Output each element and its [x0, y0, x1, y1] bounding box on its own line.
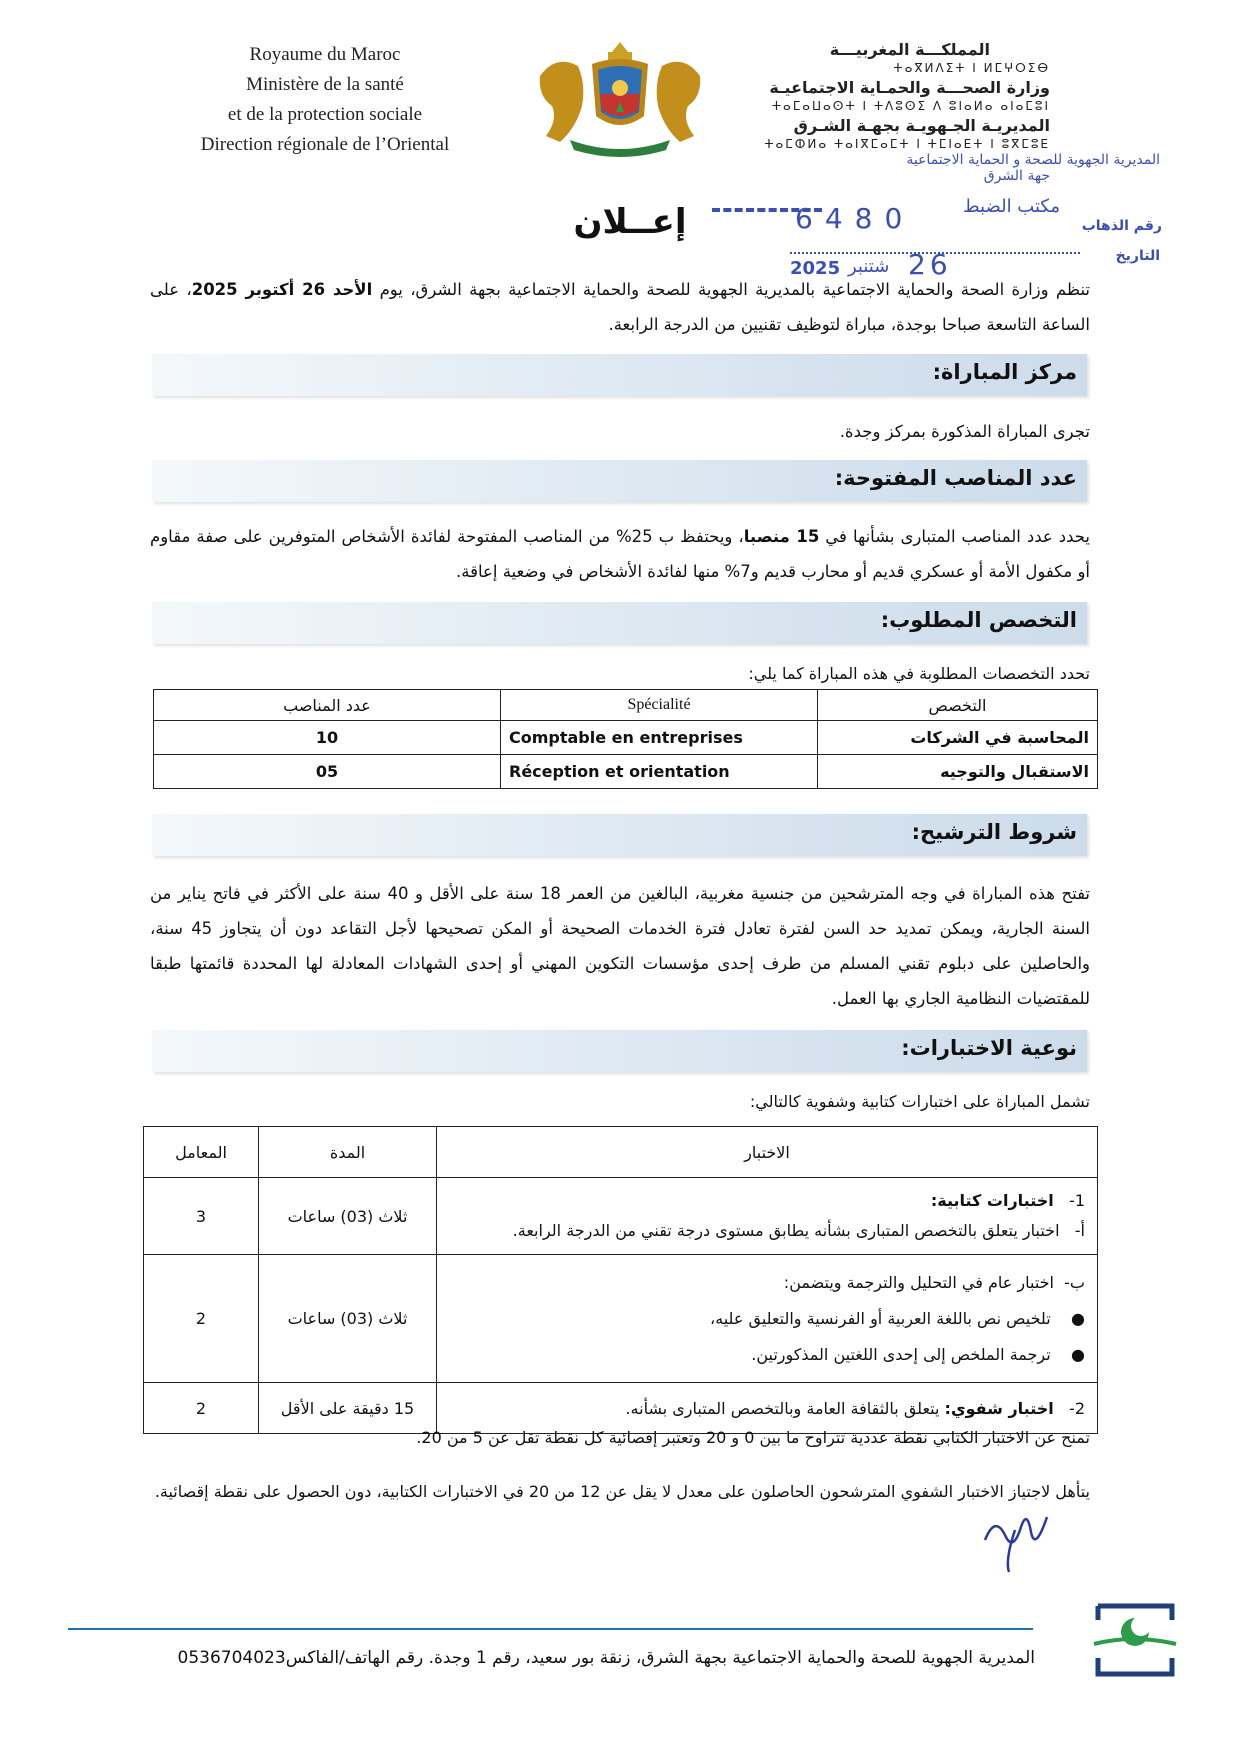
section-band-center	[152, 354, 1087, 396]
row-specialite: Comptable en entreprises	[501, 721, 818, 755]
table-header-row	[154, 690, 1098, 721]
footer-divider	[68, 1628, 1033, 1630]
intro-part-2: ، على الساعة التاسعة صباحا بوجدة، مباراة لتوظيف تقنيين من الدرجة الرابعة.	[150, 280, 1090, 334]
tests-intro: تشمل المباراة على اختبارات كتابية وشفوية كالتالي:	[749, 1092, 1090, 1111]
section-band-posts	[152, 460, 1087, 502]
table-row	[154, 755, 1098, 789]
bullet-icon: ●	[1071, 1308, 1085, 1328]
center-text: تجرى المباراة المذكورة بمركز وجدة.	[839, 422, 1090, 441]
row-duration: 15 دقيقة على الأقل	[259, 1383, 437, 1434]
header-tif-line-3: ⵜⴰⵎⵀⵍⴰ ⵜⴰⵏⴳⵎⴰⵎⵜ ⵏ ⵜⵎⵏⴰⴹⵜ ⵏ ⵓⴳⵎⵓⴹ	[764, 137, 1050, 151]
section-heading-posts: عدد المناصب المفتوحة:	[834, 466, 1077, 490]
header-french	[150, 40, 500, 160]
column-header-specialite: Spécialité	[501, 690, 818, 721]
a-number: أ-	[1074, 1221, 1085, 1240]
stamp-line-2: جهة الشرق	[983, 168, 1050, 184]
row-duration: ثلاث (03) ساعات	[259, 1178, 437, 1255]
row-coef: 2	[144, 1255, 259, 1383]
tests-table	[143, 1126, 1098, 1434]
b-number: ب-	[1064, 1272, 1085, 1292]
header-fr-line-3: et de la protection sociale	[227, 104, 423, 125]
ministry-logo-icon	[1090, 1600, 1180, 1680]
header-tif-line-1: ⵜⴰⴳⵍⴷⵉⵜ ⵏ ⵍⵎⵖⵔⵉⴱ	[893, 61, 1050, 75]
signature-icon	[975, 1500, 1055, 1575]
column-header-coef: المعامل	[144, 1127, 259, 1178]
intro-part-1: تنظم وزارة الصحة والحماية الاجتماعية بالمديرية الجهوية للصحة والحماية الاجتماعية بجهة الشرق، يوم	[372, 280, 1091, 299]
page-title: إعــلان	[573, 202, 687, 242]
oral-title: اختبار شفوي:	[944, 1398, 1054, 1418]
oral-eligibility-text: يتأهل لاجتياز الاختبار الشفوي المترشحون الحاصلون على معدل لا يقل عن 12 من 20 في الاختبارات الكتابية، دون الحصول على نقطة إقصائية.	[154, 1482, 1090, 1501]
header-tif-line-2: ⵜⴰⵎⴰⵡⴰⵙⵜ ⵏ ⵜⴷⵓⵙⵉ ⴷ ⵓⵏⴰⵍⴰ ⴰⵏⴰⵎⵓⵏ	[771, 99, 1050, 113]
conditions-paragraph: تفتح هذه المباراة في وجه المترشحين من جنسية مغربية، البالغين من العمر 18 سنة على الأقل و 40 سنة على الأكثر في فاتح يناير من السنة الجارية، ويمكن تمديد حد السن لفترة تعادل فترة الخدمات الصحيحة أو المكن تصحيحها لأجل التقاعد دون أن يتجاوز 45 سنة، والحاصلين على دبلوم تقني المسلم من طرف إحدى مؤسسات التكوين المهني أو إحدى الشهادات المعادلة لها المحددة قائمتها طبقا للمقتضيات النظامية الجاري بها العمل.	[150, 884, 1091, 1008]
section-band-conditions	[152, 814, 1087, 856]
column-header-count: عدد المناصب	[154, 690, 501, 721]
header-fr-line-1: Royaume du Maroc	[249, 44, 401, 65]
row-coef: 3	[144, 1178, 259, 1255]
row-specialty: المحاسبة في الشركات	[818, 721, 1098, 755]
oral-text: يتعلق بالثقافة العامة وبالتخصص المتبارى بشأنه.	[625, 1398, 945, 1418]
b-text: اختبار عام في التحليل والترجمة ويتضمن:	[783, 1272, 1054, 1292]
row-coef: 2	[144, 1383, 259, 1434]
stamp-line-3: مكتب الضبط	[962, 196, 1060, 217]
posts-paragraph	[150, 519, 1090, 589]
bullet-icon: ●	[1071, 1344, 1085, 1364]
stamp-number: 6480	[795, 202, 915, 235]
footer-address	[150, 1648, 1035, 1668]
column-header-duration: المدة	[259, 1127, 437, 1178]
written-number: 1-	[1069, 1191, 1085, 1210]
row-test-written	[437, 1178, 1098, 1255]
row-specialite: Réception et orientation	[501, 755, 818, 789]
section-band-specialty	[152, 602, 1087, 644]
specialty-intro: تحدد التخصصات المطلوبة في هذه المباراة كما يلي:	[748, 664, 1090, 683]
header-ar-ministry: وزارة الصحـــة والحمـاية الاجتماعيـة	[769, 78, 1050, 97]
a-text: اختبار يتعلق بالتخصص المتبارى بشأنه يطابق مستوى درجة تقني من الدرجة الرابعة.	[512, 1221, 1060, 1240]
table-row	[144, 1178, 1098, 1255]
row-count: 05	[154, 755, 501, 789]
grading-text: تمنح عن الاختبار الكتابي نقطة عددية تتراوح ما بين 0 و 20 وتعتبر إقصائية كل نقطة تقل عن 5 من 20.	[416, 1428, 1090, 1447]
section-heading-specialty: التخصص المطلوب:	[880, 608, 1077, 632]
posts-part-1: يحدد عدد المناصب المتبارى بشأنها في	[819, 527, 1090, 546]
royal-emblem-icon	[530, 36, 710, 161]
header-fr-line-2: Ministère de la santé	[246, 74, 404, 95]
footer-phone: 0536704023	[177, 1648, 286, 1668]
posts-count: 15 منصبا	[743, 527, 820, 546]
intro-date: الأحد 26 أكتوبر 2025	[191, 280, 373, 299]
footer-address-text: المديرية الجهوية للصحة والحماية الاجتماعية بجهة الشرق، زنقة بور سعيد، رقم 1 وجدة. رقم الهاتف/الفاكس	[285, 1648, 1035, 1668]
column-header-specialty: التخصص	[818, 690, 1098, 721]
stamp-date-month: شتنبر	[848, 256, 890, 277]
row-count: 10	[154, 721, 501, 755]
stamp-number-label: رقم الذهاب	[1081, 218, 1162, 234]
table-header-row	[144, 1127, 1098, 1178]
b-bullet-2: ترجمة الملخص إلى إحدى اللغتين المذكورتين.	[751, 1344, 1051, 1364]
section-heading-center: مركز المباراة:	[932, 360, 1077, 384]
stamp-date-label: التاريخ	[1115, 248, 1160, 264]
posts-part-2: ، ويحتفظ ب 25% من المناصب المفتوحة لفائدة الأشخاص المتوفرين على صفة مقاوم أو مكفول الأمة أو عسكري قديم أو محارب قديم و7% منها لفائدة الأشخاص في وضعية إعاقة.	[150, 527, 1090, 581]
stamp-date-year: 2025	[790, 258, 841, 279]
column-header-test: الاختبار	[437, 1127, 1098, 1178]
header-fr-line-4: Direction régionale de l’Oriental	[200, 134, 450, 155]
table-row	[154, 721, 1098, 755]
stamp-date-day: 26	[908, 248, 952, 281]
header-ar-direction: المديريـة الجـهويـة بجهـة الشـرق	[793, 116, 1050, 135]
row-specialty: الاستقبال والتوجيه	[818, 755, 1098, 789]
oral-number: 2-	[1069, 1398, 1085, 1418]
stamp-line-1: المديرية الجهوية للصحة و الحماية الاجتماعية	[906, 152, 1160, 168]
section-heading-conditions: شروط الترشيح:	[911, 820, 1077, 844]
row-test-general	[437, 1255, 1098, 1383]
specialty-table	[153, 689, 1098, 789]
written-title: اختبارات كتابية:	[930, 1191, 1054, 1210]
b-bullet-1: تلخيص نص باللغة العربية أو الفرنسية والتعليق عليه،	[709, 1308, 1051, 1328]
section-band-tests	[152, 1030, 1087, 1072]
header-arabic	[720, 40, 1050, 154]
row-duration: ثلاث (03) ساعات	[259, 1255, 437, 1383]
section-heading-tests: نوعية الاختبارات:	[901, 1036, 1077, 1060]
registry-stamp	[820, 152, 1160, 184]
header-ar-kingdom: المملكـــة المغربيـــة	[829, 40, 990, 59]
intro-paragraph	[150, 272, 1090, 342]
table-row	[144, 1255, 1098, 1383]
